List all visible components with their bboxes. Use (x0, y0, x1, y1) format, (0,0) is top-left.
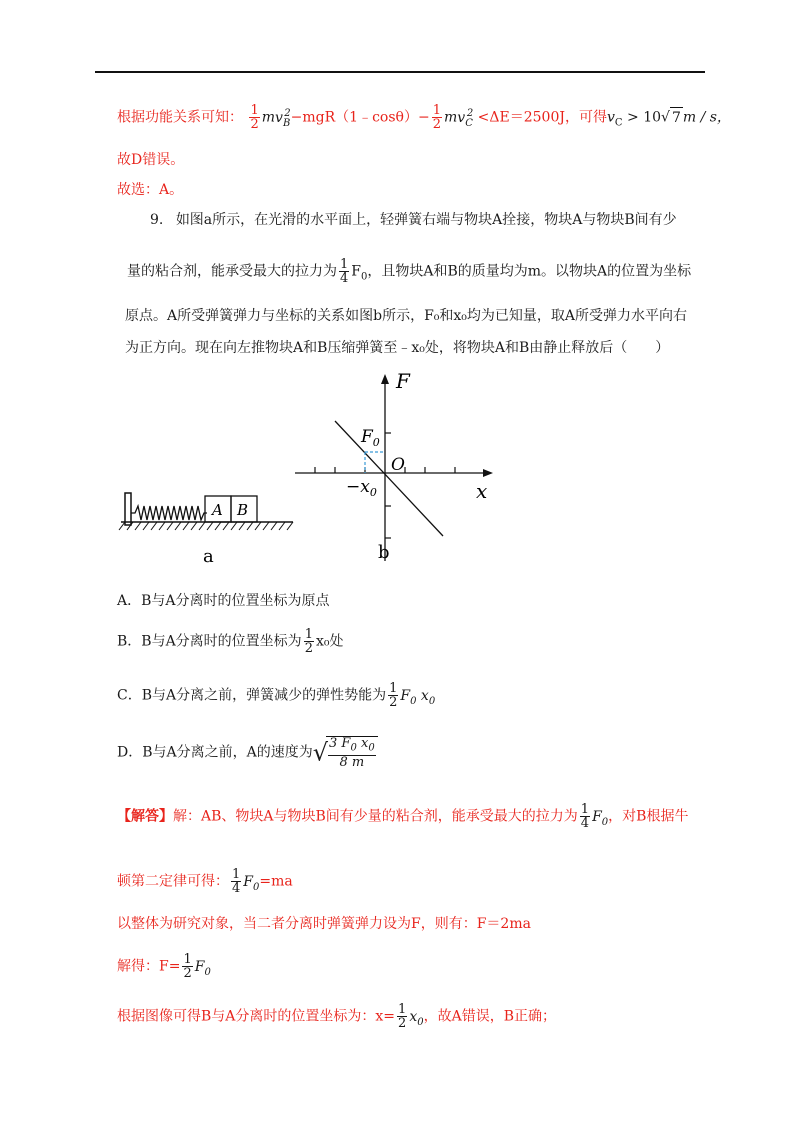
fraction-half: $\frac{1}{2}$ (250, 103, 259, 133)
x-axis-arrow-icon (483, 469, 493, 477)
option-b: B．B与A分离时的位置坐标为 $\frac{1}{2}$ x₀处 (117, 627, 344, 656)
wall (125, 493, 131, 525)
question-line-4: 为正方向。现在向左推物块A和B压缩弹簧至﹣x₀处，将物块A和B由静止释放后（ ） (125, 340, 670, 356)
question-line-2: 量的粘合剂，能承受最大的拉力为 $\frac{1}{4}$ $F_0$，且物块A和B的质量均为m。以物块A的位置为坐标 (127, 257, 692, 286)
header-rule (95, 71, 705, 73)
answer-line-3: 以整体为研究对象，当二者分离时弹簧弹力设为F，则有：F＝2ma (117, 916, 531, 932)
prev-solution-line-3: 故选：A。 (117, 182, 184, 198)
y-axis-arrow-icon (381, 374, 389, 384)
figure-b-label: b (378, 542, 390, 563)
f0-label: $F_0$ (361, 427, 380, 449)
origin-label: O (391, 455, 405, 475)
option-a: A．B与A分离时的位置坐标为原点 (117, 593, 330, 609)
question-line-3: 原点。A所受弹簧弹力与坐标的关系如图b所示，F₀和x₀均为已知量，取A所受弹力水平向右 (125, 308, 688, 324)
figure-b (290, 366, 500, 566)
question-line-1: 9. 如图a所示，在光滑的水平面上，轻弹簧右端与物块A拴接，物块A与物块B间有少 (150, 212, 677, 228)
option-d: D．B与A分离之前，A的速度为√ $\frac{3 F_0 x_0}{8 m}$ (117, 736, 380, 769)
option-c: C．B与A分离之前，弹簧减少的弹性势能为 $\frac{1}{2}$ $F_0$ $x_0$ (117, 681, 436, 710)
figure-a-label: a (203, 546, 214, 567)
fraction-half: $\frac{1}{2}$ (432, 103, 441, 133)
block-b-label: B (237, 501, 249, 519)
prev-solution-line-1: 根据功能关系可知： $\frac{1}{2}$ $mv_B^2-mgR(1﹣\cos\theta)-$ $\frac{1}{2}$ $mv_C^2 <\Delta E=2500J$，可得$v_C > 10√$ 7 m / s， (117, 103, 731, 133)
answer-line-5: 根据图像可得B与A分离时的位置坐标为：x= $\frac{1}{2}$ $x_0$，故A错误，B正确； (117, 1002, 556, 1031)
question-number: 9. (150, 212, 164, 228)
neg-x0-label: $-x_0$ (346, 477, 377, 499)
answer-tag: 【解答】 (117, 808, 173, 825)
figure-a (115, 480, 305, 570)
answer-line-4: 解得：F= $\frac{1}{2}$ $F_0$ (117, 952, 211, 981)
axis-f-label: F (396, 369, 410, 393)
prev-solution-line-2: 故D错误。 (117, 152, 185, 168)
block-a-label: A (212, 501, 223, 519)
axis-x-label: x (476, 479, 488, 503)
ground-hatch (119, 522, 293, 530)
answer-line-2: 顿第二定律可得： $\frac{1}{4}$ $F_0=ma$ (117, 867, 293, 896)
answer-line-1: 【解答】解：AB、物块A与物块B间有少量的粘合剂，能承受最大的拉力为 $\frac{1}{4}$ $F_0$，对B根据牛 (117, 802, 689, 831)
spring-icon (131, 506, 207, 520)
